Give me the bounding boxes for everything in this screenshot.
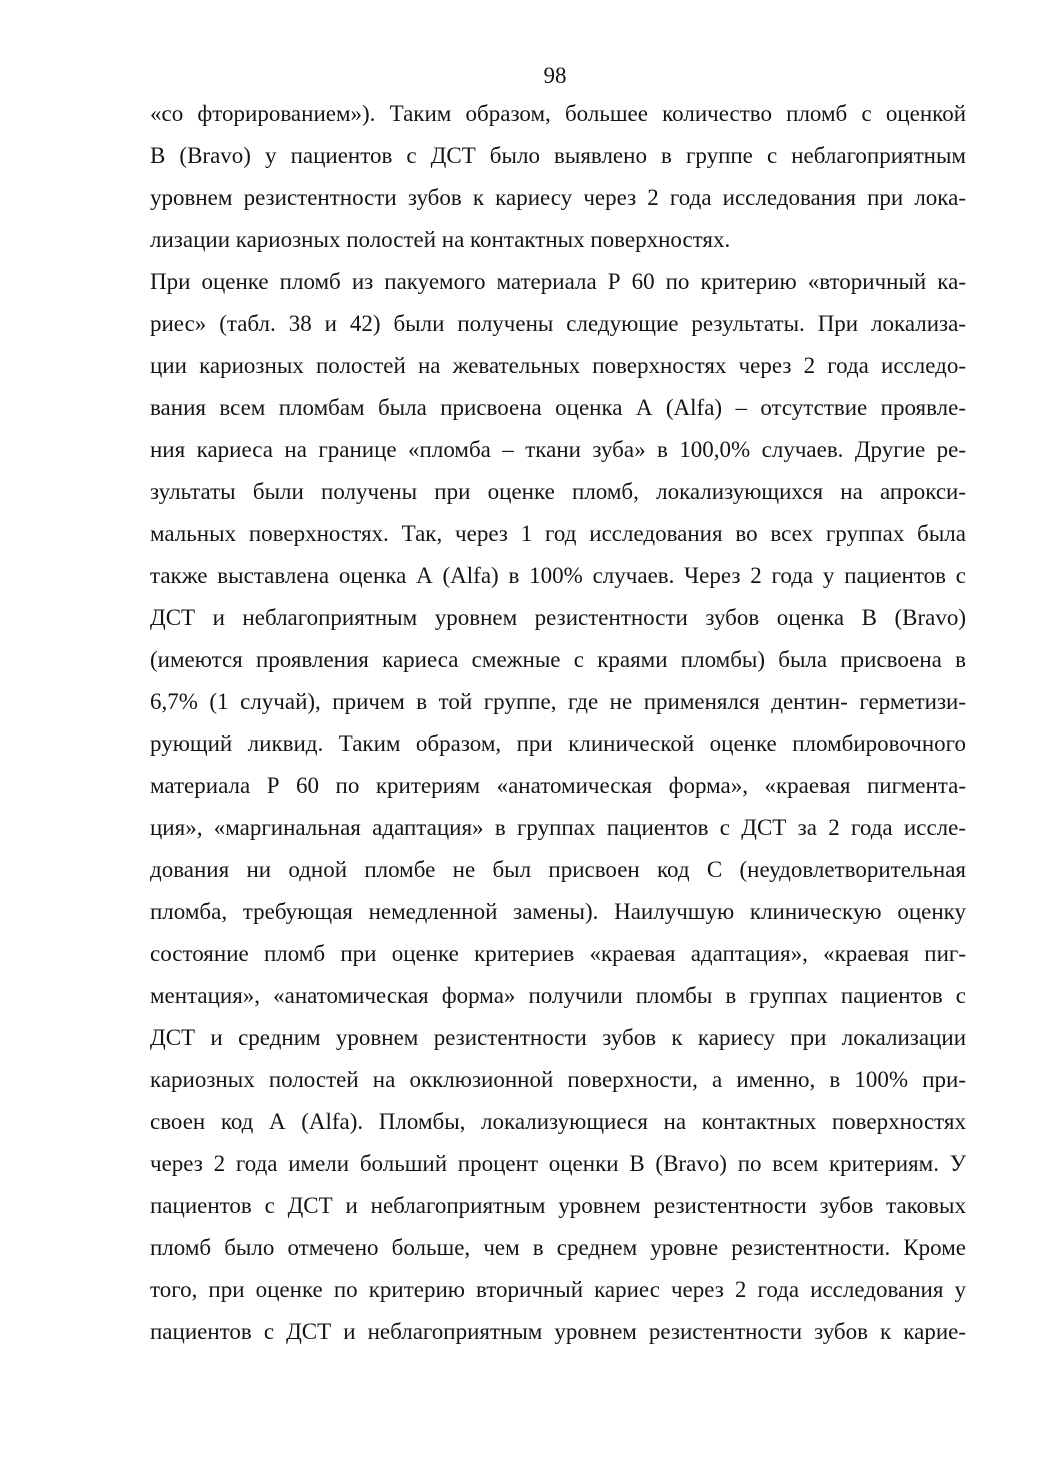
text-line: материала Р 60 по критериям «анатомическая форма», «краевая пигмента-	[150, 773, 966, 798]
text-line: пломба, требующая немедленной замены). Наилучшую клиническую оценку	[150, 899, 966, 924]
text-line: «со фторированием»). Таким образом, большее количество пломб с оценкой	[150, 101, 966, 126]
text-line: В (Bravo) у пациентов с ДСТ было выявлено в группе с неблагоприятным	[150, 143, 966, 168]
text-line: мальных поверхностях. Так, через 1 год исследования во всех группах была	[150, 521, 966, 546]
text-line: ции кариозных полостей на жевательных поверхностях через 2 года исследо-	[150, 353, 966, 378]
text-line: того, при оценке по критерию вторичный кариес через 2 года исследования у	[150, 1277, 966, 1302]
text-line: зультаты были получены при оценке пломб, локализующихся на апрокси-	[150, 479, 966, 504]
text-line: кариозных полостей на окклюзионной поверхности, а именно, в 100% при-	[150, 1067, 966, 1092]
text-line: пациентов с ДСТ и неблагоприятным уровнем резистентности зубов таковых	[150, 1193, 966, 1218]
text-line: 6,7% (1 случай), причем в той группе, где не применялся дентин- герметизи-	[150, 689, 966, 714]
text-line: также выставлена оценка А (Alfa) в 100% случаев. Через 2 года у пациентов с	[150, 563, 966, 588]
text-line: своен код А (Alfa). Пломбы, локализующиеся на контактных поверхностях	[150, 1109, 966, 1134]
text-line: ДСТ и средним уровнем резистентности зубов к кариесу при локализации	[150, 1025, 966, 1050]
text-line: (имеются проявления кариеса смежные с краями пломбы) была присвоена в	[150, 647, 966, 672]
text-line: ния кариеса на границе «пломба – ткани зуба» в 100,0% случаев. Другие ре-	[150, 437, 966, 462]
text-line: рующий ликвид. Таким образом, при клинической оценке пломбировочного	[150, 731, 966, 756]
text-line: состояние пломб при оценке критериев «краевая адаптация», «краевая пиг-	[150, 941, 966, 966]
text-line: ция», «маргинальная адаптация» в группах пациентов с ДСТ за 2 года иссле-	[150, 815, 966, 840]
text-line: уровнем резистентности зубов к кариесу через 2 года исследования при лока-	[150, 185, 966, 210]
text-line: дования ни одной пломбе не был присвоен код С (неудовлетворительная	[150, 857, 966, 882]
text-line: ментация», «анатомическая форма» получили пломбы в группах пациентов с	[150, 983, 966, 1008]
text-line: При оценке пломб из пакуемого материала Р 60 по критерию «вторичный ка-	[150, 269, 966, 294]
text-line: пациентов с ДСТ и неблагоприятным уровнем резистентности зубов к карие-	[150, 1319, 966, 1344]
text-line: ДСТ и неблагоприятным уровнем резистентности зубов оценка В (Bravo)	[150, 605, 966, 630]
text-line: через 2 года имели больший процент оценки В (Bravo) по всем критериям. У	[150, 1151, 966, 1176]
text-line: риес» (табл. 38 и 42) были получены следующие результаты. При локализа-	[150, 311, 966, 336]
text-line: вания всем пломбам была присвоена оценка А (Alfa) – отсутствие проявле-	[150, 395, 966, 420]
page-number: 98	[543, 63, 567, 88]
text-line: пломб было отмечено больше, чем в среднем уровне резистентности. Кроме	[150, 1235, 966, 1260]
text-line: лизации кариозных полостей на контактных поверхностях.	[150, 227, 731, 252]
